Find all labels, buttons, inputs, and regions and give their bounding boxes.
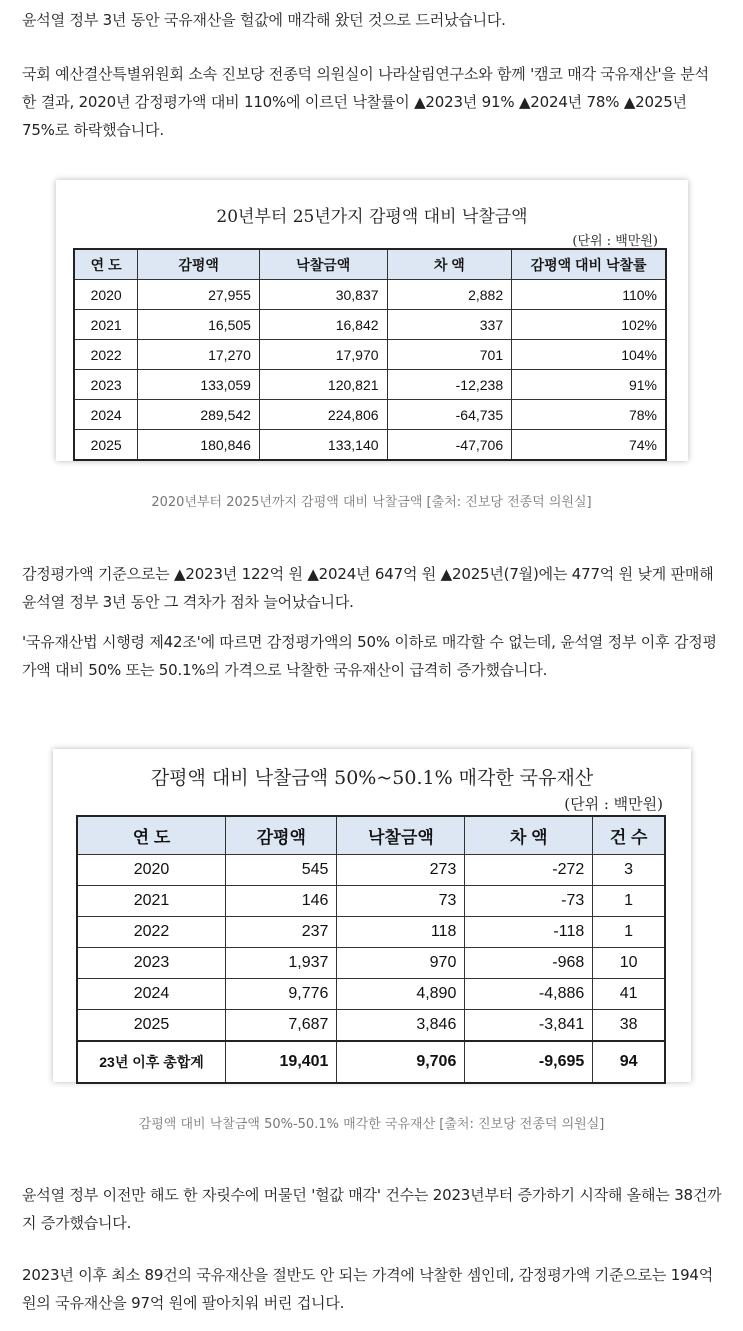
table-2-header-year: 연 도 (77, 816, 226, 855)
cell-year: 2021 (77, 886, 226, 917)
table-figure-2 (53, 749, 691, 1082)
cell-appraisal: 16,505 (138, 310, 260, 340)
table-2-header-difference: 차 액 (465, 816, 593, 855)
cell-winning-bid: 133,140 (259, 430, 387, 461)
table-1-header-year: 연 도 (74, 249, 138, 280)
table-row (74, 310, 666, 340)
table-row (77, 855, 665, 886)
cell-bid-rate: 91% (512, 370, 666, 400)
cell-difference: -12,238 (387, 370, 512, 400)
article-paragraph-3: 감정평가액 기준으로는 ▲2023년 122억 원 ▲2024년 647억 원 ▲2025년(7월)에는 477억 원 낮게 판매해 윤석열 정부 3년 동안 그 격차가 점차 늘어났습니다. (22, 565, 714, 611)
table-2-total-row (77, 1041, 665, 1083)
cell-difference: -3,841 (465, 1010, 593, 1042)
cell-difference: -73 (465, 886, 593, 917)
table-2-caption: 감평액 대비 낙찰금액 50%-50.1% 매각한 국유재산 [출처: 진보당 전종덕 의원실] (138, 1117, 605, 1132)
cell-total-difference: -9,695 (465, 1041, 593, 1083)
cell-year: 2023 (74, 370, 138, 400)
cell-count: 10 (593, 948, 665, 979)
table-row (77, 886, 665, 917)
cell-winning-bid: 16,842 (259, 310, 387, 340)
cell-winning-bid: 73 (337, 886, 465, 917)
cell-difference: -47,706 (387, 430, 512, 461)
cell-difference: 337 (387, 310, 512, 340)
article-paragraph-5: 윤석열 정부 이전만 해도 한 자릿수에 머물던 '헐값 매각' 건수는 2023년부터 증가하기 시작해 올해는 38건까지 증가했습니다. (22, 1186, 722, 1232)
table-2-header-appraisal: 감평액 (226, 816, 337, 855)
cell-year: 2024 (77, 979, 226, 1010)
cell-difference: -64,735 (387, 400, 512, 430)
table-1-header-difference: 차 액 (387, 249, 512, 280)
table-row (74, 430, 666, 461)
cell-count: 1 (593, 917, 665, 948)
cell-appraisal: 9,776 (226, 979, 337, 1010)
cell-winning-bid: 30,837 (259, 280, 387, 310)
cell-appraisal: 545 (226, 855, 337, 886)
cell-bid-rate: 110% (512, 280, 666, 310)
table-1-header-appraisal: 감평액 (138, 249, 260, 280)
cell-winning-bid: 970 (337, 948, 465, 979)
cell-year: 2024 (74, 400, 138, 430)
article-paragraph-6: 2023년 이후 최소 89건의 국유재산을 절반도 안 되는 가격에 낙찰한 셈인데, 감정평가액 기준으로는 194억 원의 국유재산을 97억 원에 팔아치워 버린 겁니다. (22, 1266, 714, 1312)
table-1-header-winning-bid: 낙찰금액 (259, 249, 387, 280)
cell-count: 38 (593, 1010, 665, 1042)
table-1 (73, 248, 667, 461)
cell-count: 3 (593, 855, 665, 886)
table-row (77, 917, 665, 948)
cell-appraisal: 27,955 (138, 280, 260, 310)
cell-year: 2022 (74, 340, 138, 370)
article-paragraph-4: '국유재산법 시행령 제42조'에 따르면 감정평가액의 50% 이하로 매각할 수 없는데, 윤석열 정부 이후 감정평가액 대비 50% 또는 50.1%의 가격으로 낙찰한 국유재산이 급격히 증가했습니다. (22, 633, 717, 679)
cell-year: 2021 (74, 310, 138, 340)
cell-winning-bid: 17,970 (259, 340, 387, 370)
cell-appraisal: 1,937 (226, 948, 337, 979)
cell-difference: 701 (387, 340, 512, 370)
table-2-title: 감평액 대비 낙찰금액 50%~50.1% 매각한 국유재산 (150, 767, 594, 789)
cell-winning-bid: 4,890 (337, 979, 465, 1010)
cell-bid-rate: 74% (512, 430, 666, 461)
cell-appraisal: 180,846 (138, 430, 260, 461)
cell-year: 2025 (74, 430, 138, 461)
table-2-unit: (단위 : 백만원) (564, 795, 663, 813)
table-1-header-row (74, 249, 666, 280)
cell-winning-bid: 120,821 (259, 370, 387, 400)
cell-appraisal: 237 (226, 917, 337, 948)
table-2-header-count: 건 수 (593, 816, 665, 855)
cell-year: 2022 (77, 917, 226, 948)
table-2-header-row (77, 816, 665, 855)
cell-difference: -4,886 (465, 979, 593, 1010)
table-1-unit: (단위 : 백만원) (572, 234, 658, 249)
table-1-caption: 2020년부터 2025년까지 감평액 대비 낙찰금액 [출처: 진보당 전종덕 의원실] (151, 495, 592, 510)
cell-bid-rate: 104% (512, 340, 666, 370)
cell-winning-bid: 273 (337, 855, 465, 886)
table-row (77, 1010, 665, 1042)
cell-appraisal: 146 (226, 886, 337, 917)
cell-appraisal: 7,687 (226, 1010, 337, 1042)
table-row (74, 400, 666, 430)
cell-difference: -272 (465, 855, 593, 886)
cell-bid-rate: 78% (512, 400, 666, 430)
cell-difference: -968 (465, 948, 593, 979)
cell-total-appraisal: 19,401 (226, 1041, 337, 1083)
cell-total-winning-bid: 9,706 (337, 1041, 465, 1083)
cell-difference: -118 (465, 917, 593, 948)
table-1-header-bid-rate: 감평액 대비 낙찰률 (512, 249, 666, 280)
cell-appraisal: 133,059 (138, 370, 260, 400)
table-2 (76, 815, 666, 1084)
cell-bid-rate: 102% (512, 310, 666, 340)
cell-year: 2020 (77, 855, 226, 886)
article-paragraph-2: 국회 예산결산특별위원회 소속 진보당 전종덕 의원실이 나라살림연구소와 함께 '캠코 매각 국유재산'을 분석한 결과, 2020년 감정평가액 대비 110%에 이르던 낙찰률이 ▲2023년 91% ▲2024년 78% ▲2025년 75%로 하락했습니다. (22, 65, 709, 139)
table-2-header-winning-bid: 낙찰금액 (337, 816, 465, 855)
table-row (77, 948, 665, 979)
cell-total-count: 94 (593, 1041, 665, 1083)
cell-count: 41 (593, 979, 665, 1010)
table-row (77, 979, 665, 1010)
cell-appraisal: 17,270 (138, 340, 260, 370)
table-row (74, 370, 666, 400)
table-row (74, 340, 666, 370)
cell-winning-bid: 3,846 (337, 1010, 465, 1042)
cell-appraisal: 289,542 (138, 400, 260, 430)
cell-winning-bid: 118 (337, 917, 465, 948)
cell-winning-bid: 224,806 (259, 400, 387, 430)
cell-difference: 2,882 (387, 280, 512, 310)
table-1-title: 20년부터 25년가지 감평액 대비 낙찰금액 (216, 207, 528, 227)
cell-count: 1 (593, 886, 665, 917)
cell-total-label: 23년 이후 총합계 (77, 1041, 226, 1083)
cell-year: 2023 (77, 948, 226, 979)
table-figure-1 (56, 180, 688, 461)
article-paragraph-1: 윤석열 정부 3년 동안 국유재산을 헐값에 매각해 왔던 것으로 드러났습니다. (22, 11, 506, 29)
cell-year: 2025 (77, 1010, 226, 1042)
table-row (74, 280, 666, 310)
cell-year: 2020 (74, 280, 138, 310)
